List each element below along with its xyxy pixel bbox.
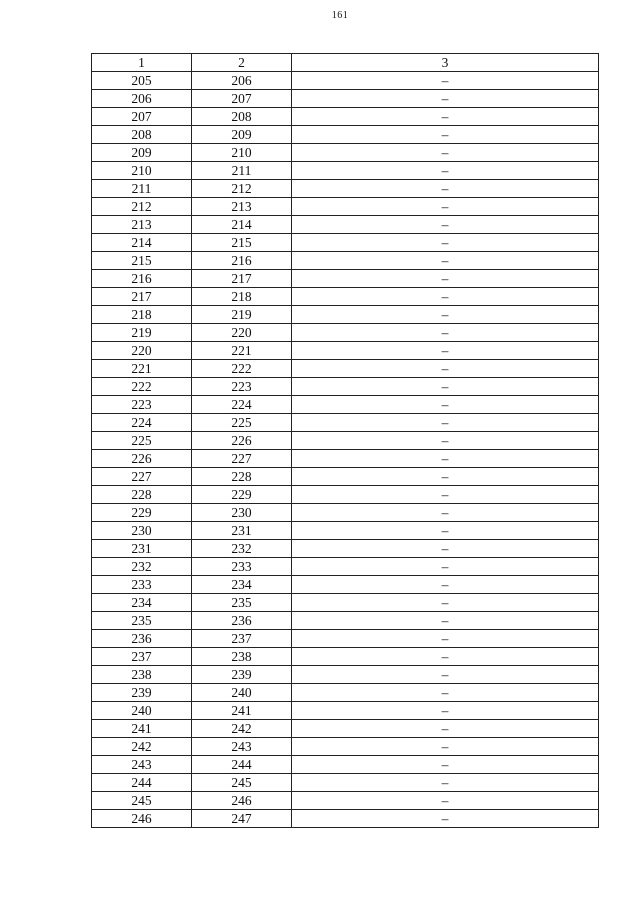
table-cell-col1: 205 bbox=[92, 72, 192, 90]
table-cell-col3: – bbox=[292, 684, 599, 702]
table-cell-col1: 221 bbox=[92, 360, 192, 378]
table-cell-col2: 239 bbox=[192, 666, 292, 684]
table-row bbox=[92, 468, 599, 486]
table-row bbox=[92, 522, 599, 540]
table-cell-col3: – bbox=[292, 432, 599, 450]
table-cell-col3: – bbox=[292, 468, 599, 486]
table-row bbox=[92, 432, 599, 450]
table-cell-col1: 206 bbox=[92, 90, 192, 108]
table-cell-col3: – bbox=[292, 756, 599, 774]
table-cell-col2: 226 bbox=[192, 432, 292, 450]
table-cell-col1: 246 bbox=[92, 810, 192, 828]
table-cell-col2: 244 bbox=[192, 756, 292, 774]
table-row bbox=[92, 270, 599, 288]
table-cell-col1: 220 bbox=[92, 342, 192, 360]
table-cell-col1: 211 bbox=[92, 180, 192, 198]
table-cell-col1: 225 bbox=[92, 432, 192, 450]
table-row bbox=[92, 378, 599, 396]
table-cell-col2: 233 bbox=[192, 558, 292, 576]
table-cell-col1: 227 bbox=[92, 468, 192, 486]
table-row bbox=[92, 306, 599, 324]
table-cell-col3: – bbox=[292, 702, 599, 720]
table-cell-col3: – bbox=[292, 378, 599, 396]
table-cell-col2: 232 bbox=[192, 540, 292, 558]
table-cell-col2: 246 bbox=[192, 792, 292, 810]
table-cell-col3: – bbox=[292, 720, 599, 738]
table-cell-col3: – bbox=[292, 396, 599, 414]
table-cell-col3: – bbox=[292, 162, 599, 180]
table-cell-col3: – bbox=[292, 288, 599, 306]
table-cell-col3: – bbox=[292, 90, 599, 108]
table-cell-col1: 218 bbox=[92, 306, 192, 324]
table-cell-col3: – bbox=[292, 558, 599, 576]
table-row bbox=[92, 666, 599, 684]
table-cell-col1: 235 bbox=[92, 612, 192, 630]
table-cell-col2: 212 bbox=[192, 180, 292, 198]
table-cell-col2: 235 bbox=[192, 594, 292, 612]
table-cell-col2: 218 bbox=[192, 288, 292, 306]
table-row bbox=[92, 792, 599, 810]
table-cell-col1: 224 bbox=[92, 414, 192, 432]
column-header-3: 3 bbox=[292, 54, 599, 72]
table-row bbox=[92, 360, 599, 378]
table-cell-col1: 236 bbox=[92, 630, 192, 648]
table-cell-col3: – bbox=[292, 144, 599, 162]
table-cell-col1: 243 bbox=[92, 756, 192, 774]
table-cell-col1: 209 bbox=[92, 144, 192, 162]
table-cell-col2: 237 bbox=[192, 630, 292, 648]
table-row bbox=[92, 612, 599, 630]
table-cell-col1: 238 bbox=[92, 666, 192, 684]
table-cell-col1: 240 bbox=[92, 702, 192, 720]
table-cell-col1: 222 bbox=[92, 378, 192, 396]
table-cell-col2: 240 bbox=[192, 684, 292, 702]
table-cell-col1: 219 bbox=[92, 324, 192, 342]
table-cell-col3: – bbox=[292, 342, 599, 360]
table-row bbox=[92, 126, 599, 144]
table-cell-col1: 237 bbox=[92, 648, 192, 666]
table-row bbox=[92, 108, 599, 126]
table-cell-col1: 232 bbox=[92, 558, 192, 576]
table-row bbox=[92, 648, 599, 666]
table-row bbox=[92, 90, 599, 108]
table-cell-col2: 215 bbox=[192, 234, 292, 252]
table-row bbox=[92, 342, 599, 360]
table-row bbox=[92, 72, 599, 90]
table-row bbox=[92, 576, 599, 594]
table-cell-col3: – bbox=[292, 252, 599, 270]
table-cell-col1: 208 bbox=[92, 126, 192, 144]
table-row bbox=[92, 738, 599, 756]
table-cell-col1: 212 bbox=[92, 198, 192, 216]
table-row bbox=[92, 486, 599, 504]
table-cell-col2: 210 bbox=[192, 144, 292, 162]
table-row bbox=[92, 144, 599, 162]
table-row bbox=[92, 396, 599, 414]
table-cell-col2: 243 bbox=[192, 738, 292, 756]
table-row bbox=[92, 558, 599, 576]
table-cell-col3: – bbox=[292, 108, 599, 126]
table-cell-col3: – bbox=[292, 630, 599, 648]
table-cell-col3: – bbox=[292, 504, 599, 522]
table-cell-col2: 231 bbox=[192, 522, 292, 540]
table-cell-col2: 206 bbox=[192, 72, 292, 90]
table-cell-col1: 244 bbox=[92, 774, 192, 792]
table-cell-col1: 245 bbox=[92, 792, 192, 810]
table-row bbox=[92, 702, 599, 720]
table-cell-col2: 222 bbox=[192, 360, 292, 378]
table-cell-col3: – bbox=[292, 738, 599, 756]
table-cell-col2: 247 bbox=[192, 810, 292, 828]
table-cell-col2: 211 bbox=[192, 162, 292, 180]
table-cell-col3: – bbox=[292, 198, 599, 216]
table-cell-col1: 234 bbox=[92, 594, 192, 612]
table-row bbox=[92, 450, 599, 468]
table-row bbox=[92, 216, 599, 234]
table-cell-col1: 213 bbox=[92, 216, 192, 234]
table-cell-col1: 210 bbox=[92, 162, 192, 180]
column-header-1: 1 bbox=[92, 54, 192, 72]
table-cell-col3: – bbox=[292, 612, 599, 630]
table-cell-col2: 230 bbox=[192, 504, 292, 522]
table-row bbox=[92, 324, 599, 342]
table-cell-col3: – bbox=[292, 594, 599, 612]
table-cell-col2: 225 bbox=[192, 414, 292, 432]
table-cell-col2: 228 bbox=[192, 468, 292, 486]
table-cell-col1: 215 bbox=[92, 252, 192, 270]
table-cell-col2: 221 bbox=[192, 342, 292, 360]
table-row bbox=[92, 180, 599, 198]
table-row bbox=[92, 594, 599, 612]
table-cell-col3: – bbox=[292, 810, 599, 828]
table-row bbox=[92, 234, 599, 252]
table-cell-col2: 208 bbox=[192, 108, 292, 126]
table-cell-col1: 226 bbox=[92, 450, 192, 468]
table-cell-col2: 220 bbox=[192, 324, 292, 342]
table-cell-col1: 216 bbox=[92, 270, 192, 288]
table-cell-col3: – bbox=[292, 324, 599, 342]
table-cell-col2: 238 bbox=[192, 648, 292, 666]
table-cell-col2: 207 bbox=[192, 90, 292, 108]
table-cell-col2: 241 bbox=[192, 702, 292, 720]
table-row bbox=[92, 198, 599, 216]
table-cell-col2: 214 bbox=[192, 216, 292, 234]
table-cell-col1: 207 bbox=[92, 108, 192, 126]
table-cell-col1: 217 bbox=[92, 288, 192, 306]
table-row bbox=[92, 810, 599, 828]
table-header-row bbox=[92, 54, 599, 72]
table-cell-col2: 234 bbox=[192, 576, 292, 594]
table-row bbox=[92, 774, 599, 792]
table-cell-col3: – bbox=[292, 180, 599, 198]
table-cell-col3: – bbox=[292, 666, 599, 684]
table-cell-col2: 227 bbox=[192, 450, 292, 468]
table-row bbox=[92, 684, 599, 702]
table-cell-col3: – bbox=[292, 360, 599, 378]
table-cell-col1: 233 bbox=[92, 576, 192, 594]
table-cell-col2: 217 bbox=[192, 270, 292, 288]
table-row bbox=[92, 720, 599, 738]
table-cell-col2: 245 bbox=[192, 774, 292, 792]
table-cell-col2: 229 bbox=[192, 486, 292, 504]
table-cell-col3: – bbox=[292, 414, 599, 432]
table-cell-col2: 224 bbox=[192, 396, 292, 414]
table-cell-col2: 236 bbox=[192, 612, 292, 630]
table-body bbox=[92, 72, 599, 828]
page-number: 161 bbox=[331, 10, 349, 21]
table-cell-col3: – bbox=[292, 72, 599, 90]
table-row bbox=[92, 504, 599, 522]
table-cell-col2: 223 bbox=[192, 378, 292, 396]
table-cell-col2: 242 bbox=[192, 720, 292, 738]
table-cell-col1: 242 bbox=[92, 738, 192, 756]
table-cell-col1: 223 bbox=[92, 396, 192, 414]
table-cell-col1: 239 bbox=[92, 684, 192, 702]
table-cell-col1: 241 bbox=[92, 720, 192, 738]
table-cell-col3: – bbox=[292, 270, 599, 288]
table-cell-col3: – bbox=[292, 450, 599, 468]
table-cell-col1: 228 bbox=[92, 486, 192, 504]
table-cell-col3: – bbox=[292, 234, 599, 252]
table-row bbox=[92, 414, 599, 432]
table-cell-col3: – bbox=[292, 522, 599, 540]
table-cell-col3: – bbox=[292, 126, 599, 144]
table-cell-col2: 209 bbox=[192, 126, 292, 144]
table-row bbox=[92, 288, 599, 306]
table-cell-col1: 214 bbox=[92, 234, 192, 252]
table-row bbox=[92, 252, 599, 270]
table-cell-col3: – bbox=[292, 540, 599, 558]
table-row bbox=[92, 756, 599, 774]
table-cell-col2: 219 bbox=[192, 306, 292, 324]
table-cell-col3: – bbox=[292, 648, 599, 666]
table-cell-col1: 231 bbox=[92, 540, 192, 558]
table-cell-col3: – bbox=[292, 576, 599, 594]
table-cell-col2: 213 bbox=[192, 198, 292, 216]
table-cell-col3: – bbox=[292, 792, 599, 810]
data-table bbox=[91, 53, 599, 828]
column-header-2: 2 bbox=[192, 54, 292, 72]
table-row bbox=[92, 162, 599, 180]
table-cell-col3: – bbox=[292, 774, 599, 792]
table-cell-col3: – bbox=[292, 486, 599, 504]
table-cell-col3: – bbox=[292, 306, 599, 324]
table-cell-col3: – bbox=[292, 216, 599, 234]
table-cell-col1: 229 bbox=[92, 504, 192, 522]
table-cell-col1: 230 bbox=[92, 522, 192, 540]
table-row bbox=[92, 630, 599, 648]
table-row bbox=[92, 540, 599, 558]
table-cell-col2: 216 bbox=[192, 252, 292, 270]
